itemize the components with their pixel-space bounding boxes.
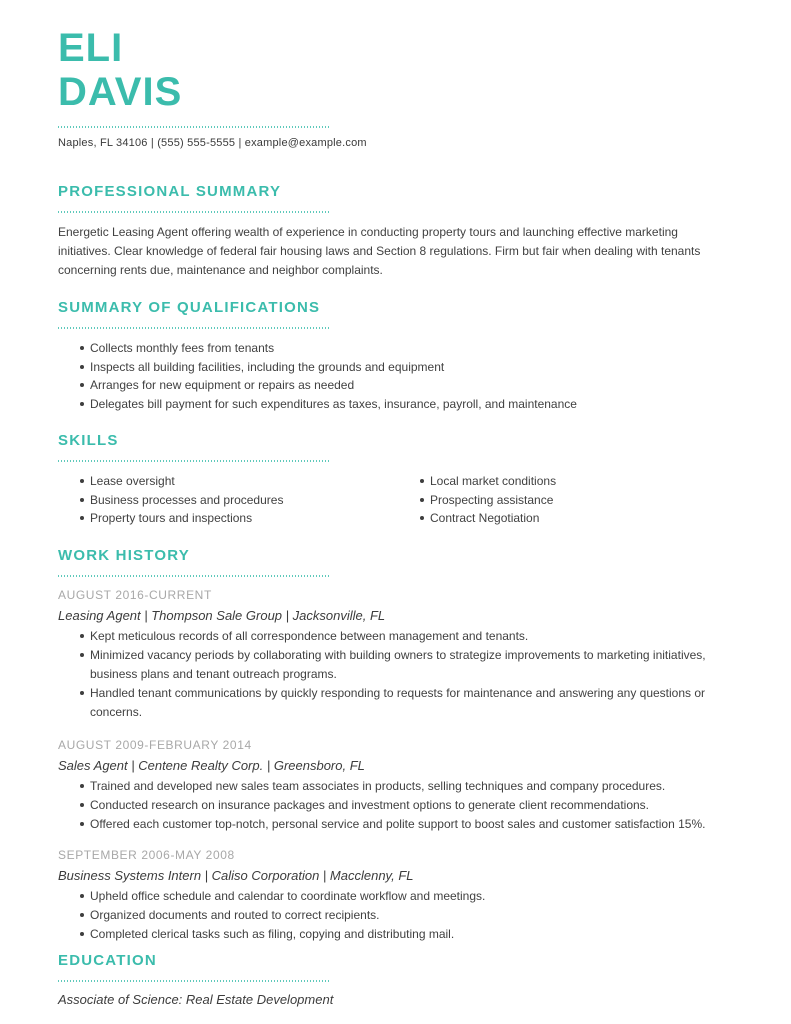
contact-line: Naples, FL 34106 | (555) 555-5555 | example@example.com: [58, 137, 367, 149]
job-bullet: Offered each customer top-notch, personal service and polite support to boost sales and customer satisfaction 15%.: [58, 815, 718, 834]
qualification-item: Collects monthly fees from tenants: [58, 339, 718, 358]
qualification-item: Arranges for new equipment or repairs as needed: [58, 376, 718, 395]
section-title-skills: SKILLS: [58, 432, 119, 449]
section-title-professional-summary: PROFESSIONAL SUMMARY: [58, 183, 282, 200]
resume-content: [58, 26, 718, 1008]
dotted-divider: [58, 460, 330, 462]
dotted-divider: [58, 126, 330, 128]
qualification-item: Delegates bill payment for such expenditures as taxes, insurance, payroll, and maintenance: [58, 395, 718, 414]
job-bullet: Minimized vacancy periods by collaborating with building owners to strategize improvements to marketing initiatives, business plans and tenant outreach programs.: [58, 646, 718, 684]
dotted-divider: [58, 211, 330, 213]
job-bullet-list: [58, 777, 718, 834]
job-entry: [58, 848, 718, 944]
candidate-first-name: ELI: [58, 26, 124, 70]
education-degree: Associate of Science: Real Estate Development: [58, 991, 334, 1007]
skill-item: Property tours and inspections: [58, 509, 398, 528]
job-bullet: Handled tenant communications by quickly responding to requests for maintenance and answering any questions or concerns.: [58, 684, 718, 722]
section-professional-summary: [58, 184, 718, 280]
skills-column-left: [58, 472, 398, 528]
job-entry: [58, 738, 718, 834]
skill-item: Contract Negotiation: [398, 509, 718, 528]
dotted-divider: [58, 575, 330, 577]
job-title-line: Sales Agent | Centene Realty Corp. | Greensboro, FL: [58, 757, 365, 773]
job-bullet-list: [58, 627, 718, 722]
job-bullet: Completed clerical tasks such as filing, copying and distributing mail.: [58, 925, 718, 944]
job-bullet: Trained and developed new sales team associates in products, selling techniques and company procedures.: [58, 777, 718, 796]
job-bullet-list: [58, 887, 718, 944]
dotted-divider: [58, 327, 330, 329]
skill-item: Lease oversight: [58, 472, 398, 491]
skills-column-right: [398, 472, 718, 528]
job-title-line: Business Systems Intern | Caliso Corporation | Macclenny, FL: [58, 867, 414, 883]
skill-item: Local market conditions: [398, 472, 718, 491]
job-dates: AUGUST 2009-FEBRUARY 2014: [58, 737, 252, 752]
resume-header: [58, 26, 718, 150]
job-bullet: Conducted research on insurance packages and investment options to generate client recommendations.: [58, 796, 718, 815]
section-skills: [58, 433, 718, 528]
job-dates: AUGUST 2016-CURRENT: [58, 587, 212, 602]
section-qualifications: [58, 300, 718, 413]
candidate-last-name: DAVIS: [58, 70, 183, 114]
skill-item: Business processes and procedures: [58, 491, 398, 510]
section-title-qualifications: SUMMARY OF QUALIFICATIONS: [58, 299, 321, 316]
qualification-item: Inspects all building facilities, including the grounds and equipment: [58, 358, 718, 377]
job-bullet: Upheld office schedule and calendar to coordinate workflow and meetings.: [58, 887, 718, 906]
professional-summary-text: Energetic Leasing Agent offering wealth of experience in conducting property tours and launching effective marketing initiatives. Clear knowledge of federal fair housing laws and Section 8 regulations. Firm but fair when dealing with tenants concerning rents due, maintenance and neighbor complaints.: [58, 225, 701, 277]
job-title-line: Leasing Agent | Thompson Sale Group | Jacksonville, FL: [58, 607, 386, 623]
dotted-divider: [58, 980, 330, 982]
section-education: [58, 953, 718, 1008]
candidate-name: [58, 26, 718, 114]
section-title-work-history: WORK HISTORY: [58, 546, 190, 564]
job-bullet: Kept meticulous records of all correspondence between management and tenants.: [58, 627, 718, 646]
skill-item: Prospecting assistance: [398, 491, 718, 510]
job-bullet: Organized documents and routed to correct recipients.: [58, 906, 718, 925]
job-dates: SEPTEMBER 2006-MAY 2008: [58, 847, 235, 862]
job-entry: [58, 588, 718, 722]
qualifications-list: [58, 339, 718, 413]
section-work-history: [58, 548, 718, 944]
section-title-education: EDUCATION: [58, 951, 157, 969]
